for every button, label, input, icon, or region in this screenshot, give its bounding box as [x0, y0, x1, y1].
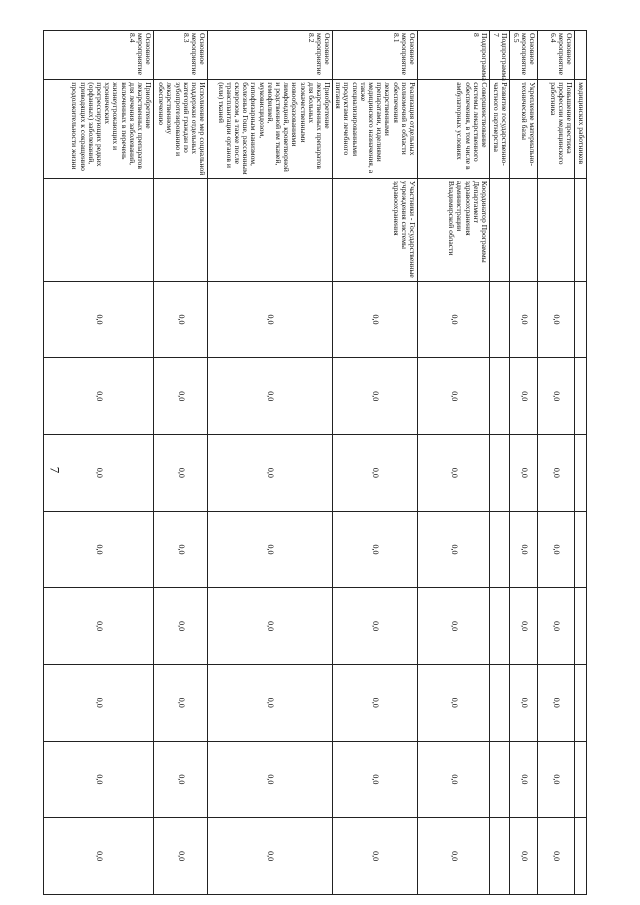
funding-value: 0,0	[538, 664, 575, 741]
funding-value	[490, 281, 510, 358]
responsible-executor: Участники - Государственные учреждения системы здравоохранения	[333, 178, 418, 281]
funding-value: 0,0	[333, 818, 418, 895]
activity-code: Основное мероприятие 6.4	[538, 31, 575, 80]
continuation-text: медицинских работников	[575, 80, 587, 179]
activity-code: Основное мероприятие 8.1	[333, 31, 418, 80]
activity-name: Развитие государственно-частного партнерства	[490, 80, 510, 179]
funding-value: 0,0	[418, 511, 490, 588]
funding-value: 0,0	[208, 741, 333, 818]
activity-name: Исполнение мер социальной поддержки отдельных категорий граждан по зубопротезированию и лекарственному обеспечению	[154, 80, 208, 179]
activity-name: Приобретение лекарственных препаратов для больных злокачественными новообразованиями лимфоидной, кроветворной и родственной им тканей, гемофилией, муковисцидозом, гипофизарным нанизмом, болезнью Гоше, рассеянным склерозом, а также после трансплантации органов и (или) тканей	[208, 80, 333, 179]
funding-value: 0,0	[154, 511, 208, 588]
funding-value: 0,0	[510, 281, 538, 358]
responsible-executor	[490, 178, 510, 281]
funding-value: 0,0	[154, 358, 208, 435]
funding-value: 0,0	[510, 358, 538, 435]
funding-value: 0,0	[44, 435, 154, 512]
funding-value: 0,0	[510, 435, 538, 512]
funding-value: 0,0	[154, 741, 208, 818]
empty-cell	[575, 435, 587, 512]
funding-value: 0,0	[418, 435, 490, 512]
activity-code: Основное мероприятие 8.2	[208, 31, 333, 80]
table-row	[333, 31, 418, 895]
funding-value	[490, 588, 510, 665]
funding-value: 0,0	[154, 818, 208, 895]
funding-value: 0,0	[208, 511, 333, 588]
funding-value	[490, 435, 510, 512]
funding-value: 0,0	[418, 664, 490, 741]
funding-value: 0,0	[44, 281, 154, 358]
funding-value	[490, 741, 510, 818]
empty-cell	[575, 741, 587, 818]
funding-value: 0,0	[333, 511, 418, 588]
funding-value: 0,0	[510, 818, 538, 895]
funding-value: 0,0	[208, 281, 333, 358]
funding-value: 0,0	[538, 511, 575, 588]
table-continuation-row	[575, 31, 587, 895]
funding-value: 0,0	[44, 511, 154, 588]
activity-code: Основное мероприятие 6.5	[510, 31, 538, 80]
funding-value: 0,0	[418, 358, 490, 435]
funding-value: 0,0	[538, 435, 575, 512]
empty-cell	[575, 818, 587, 895]
rotated-table-container	[70, 30, 587, 895]
funding-value: 0,0	[154, 281, 208, 358]
activity-name: Приобретение лекарственных препаратов для лечения заболеваний, включенных в перечень жизнеугрожающих и хронических прогрессирующих редких (орфанных) заболеваний, приводящих к сокращению продолжительности жизни	[44, 80, 154, 179]
funding-value	[490, 818, 510, 895]
funding-value: 0,0	[44, 588, 154, 665]
table-row	[538, 31, 575, 895]
funding-value: 0,0	[538, 358, 575, 435]
funding-value: 0,0	[510, 511, 538, 588]
empty-cell	[575, 178, 587, 281]
funding-value: 0,0	[538, 588, 575, 665]
table-row	[208, 31, 333, 895]
activity-name: Реализация отдельных полномочий в области обеспечения лекарственными препаратами, изделиями медицинского назначения, а также специализированными продуктами лечебного питания	[333, 80, 418, 179]
funding-value: 0,0	[44, 664, 154, 741]
funding-value: 0,0	[333, 435, 418, 512]
activity-code: Подпрограмма 7	[490, 31, 510, 80]
table-row	[44, 31, 154, 895]
empty-cell	[575, 664, 587, 741]
funding-value	[490, 664, 510, 741]
funding-value: 0,0	[44, 358, 154, 435]
funding-value: 0,0	[510, 741, 538, 818]
funding-value: 0,0	[510, 664, 538, 741]
activity-code: Подпрограмма 8	[418, 31, 490, 80]
activity-name: Совершенствование системы лекарственного обеспечения, в том числе в амбулаторных условиях	[418, 80, 490, 179]
responsible-executor	[510, 178, 538, 281]
table-row	[490, 31, 510, 895]
responsible-executor	[154, 178, 208, 281]
empty-cell	[575, 588, 587, 665]
funding-value: 0,0	[418, 741, 490, 818]
empty-cell	[575, 31, 587, 80]
empty-cell	[575, 281, 587, 358]
funding-value: 0,0	[44, 818, 154, 895]
funding-value: 0,0	[154, 588, 208, 665]
funding-value: 0,0	[538, 281, 575, 358]
empty-cell	[575, 358, 587, 435]
activity-name: Повышение престижа профессии медицинского работника	[538, 80, 575, 179]
funding-value: 0,0	[208, 588, 333, 665]
program-table-sheet	[70, 30, 587, 895]
activity-name: Укрепление материально-технической базы	[510, 80, 538, 179]
funding-value	[490, 358, 510, 435]
funding-value: 0,0	[418, 588, 490, 665]
funding-value: 0,0	[208, 664, 333, 741]
funding-value: 0,0	[333, 664, 418, 741]
funding-value: 0,0	[44, 741, 154, 818]
funding-value: 0,0	[333, 281, 418, 358]
table-row	[418, 31, 490, 895]
funding-value: 0,0	[208, 358, 333, 435]
responsible-executor	[538, 178, 575, 281]
funding-value: 0,0	[418, 818, 490, 895]
funding-value: 0,0	[208, 818, 333, 895]
activity-code: Основное мероприятие 8.3	[154, 31, 208, 80]
empty-cell	[575, 511, 587, 588]
table-row	[154, 31, 208, 895]
funding-value: 0,0	[333, 358, 418, 435]
table-row	[510, 31, 538, 895]
funding-value: 0,0	[538, 818, 575, 895]
page-number: 7	[47, 466, 63, 474]
funding-value: 0,0	[418, 281, 490, 358]
funding-value: 0,0	[510, 588, 538, 665]
funding-value: 0,0	[333, 741, 418, 818]
responsible-executor	[44, 178, 154, 281]
responsible-executor	[208, 178, 333, 281]
funding-value: 0,0	[538, 741, 575, 818]
funding-value	[490, 511, 510, 588]
funding-value: 0,0	[154, 664, 208, 741]
funding-value: 0,0	[154, 435, 208, 512]
activity-code: Основное мероприятие 8.4	[44, 31, 154, 80]
funding-value: 0,0	[333, 588, 418, 665]
program-activities-table	[43, 30, 587, 895]
responsible-executor: Координатор Программы Департамент здравоохранения администрации Владимирской области	[418, 178, 490, 281]
funding-value: 0,0	[208, 435, 333, 512]
